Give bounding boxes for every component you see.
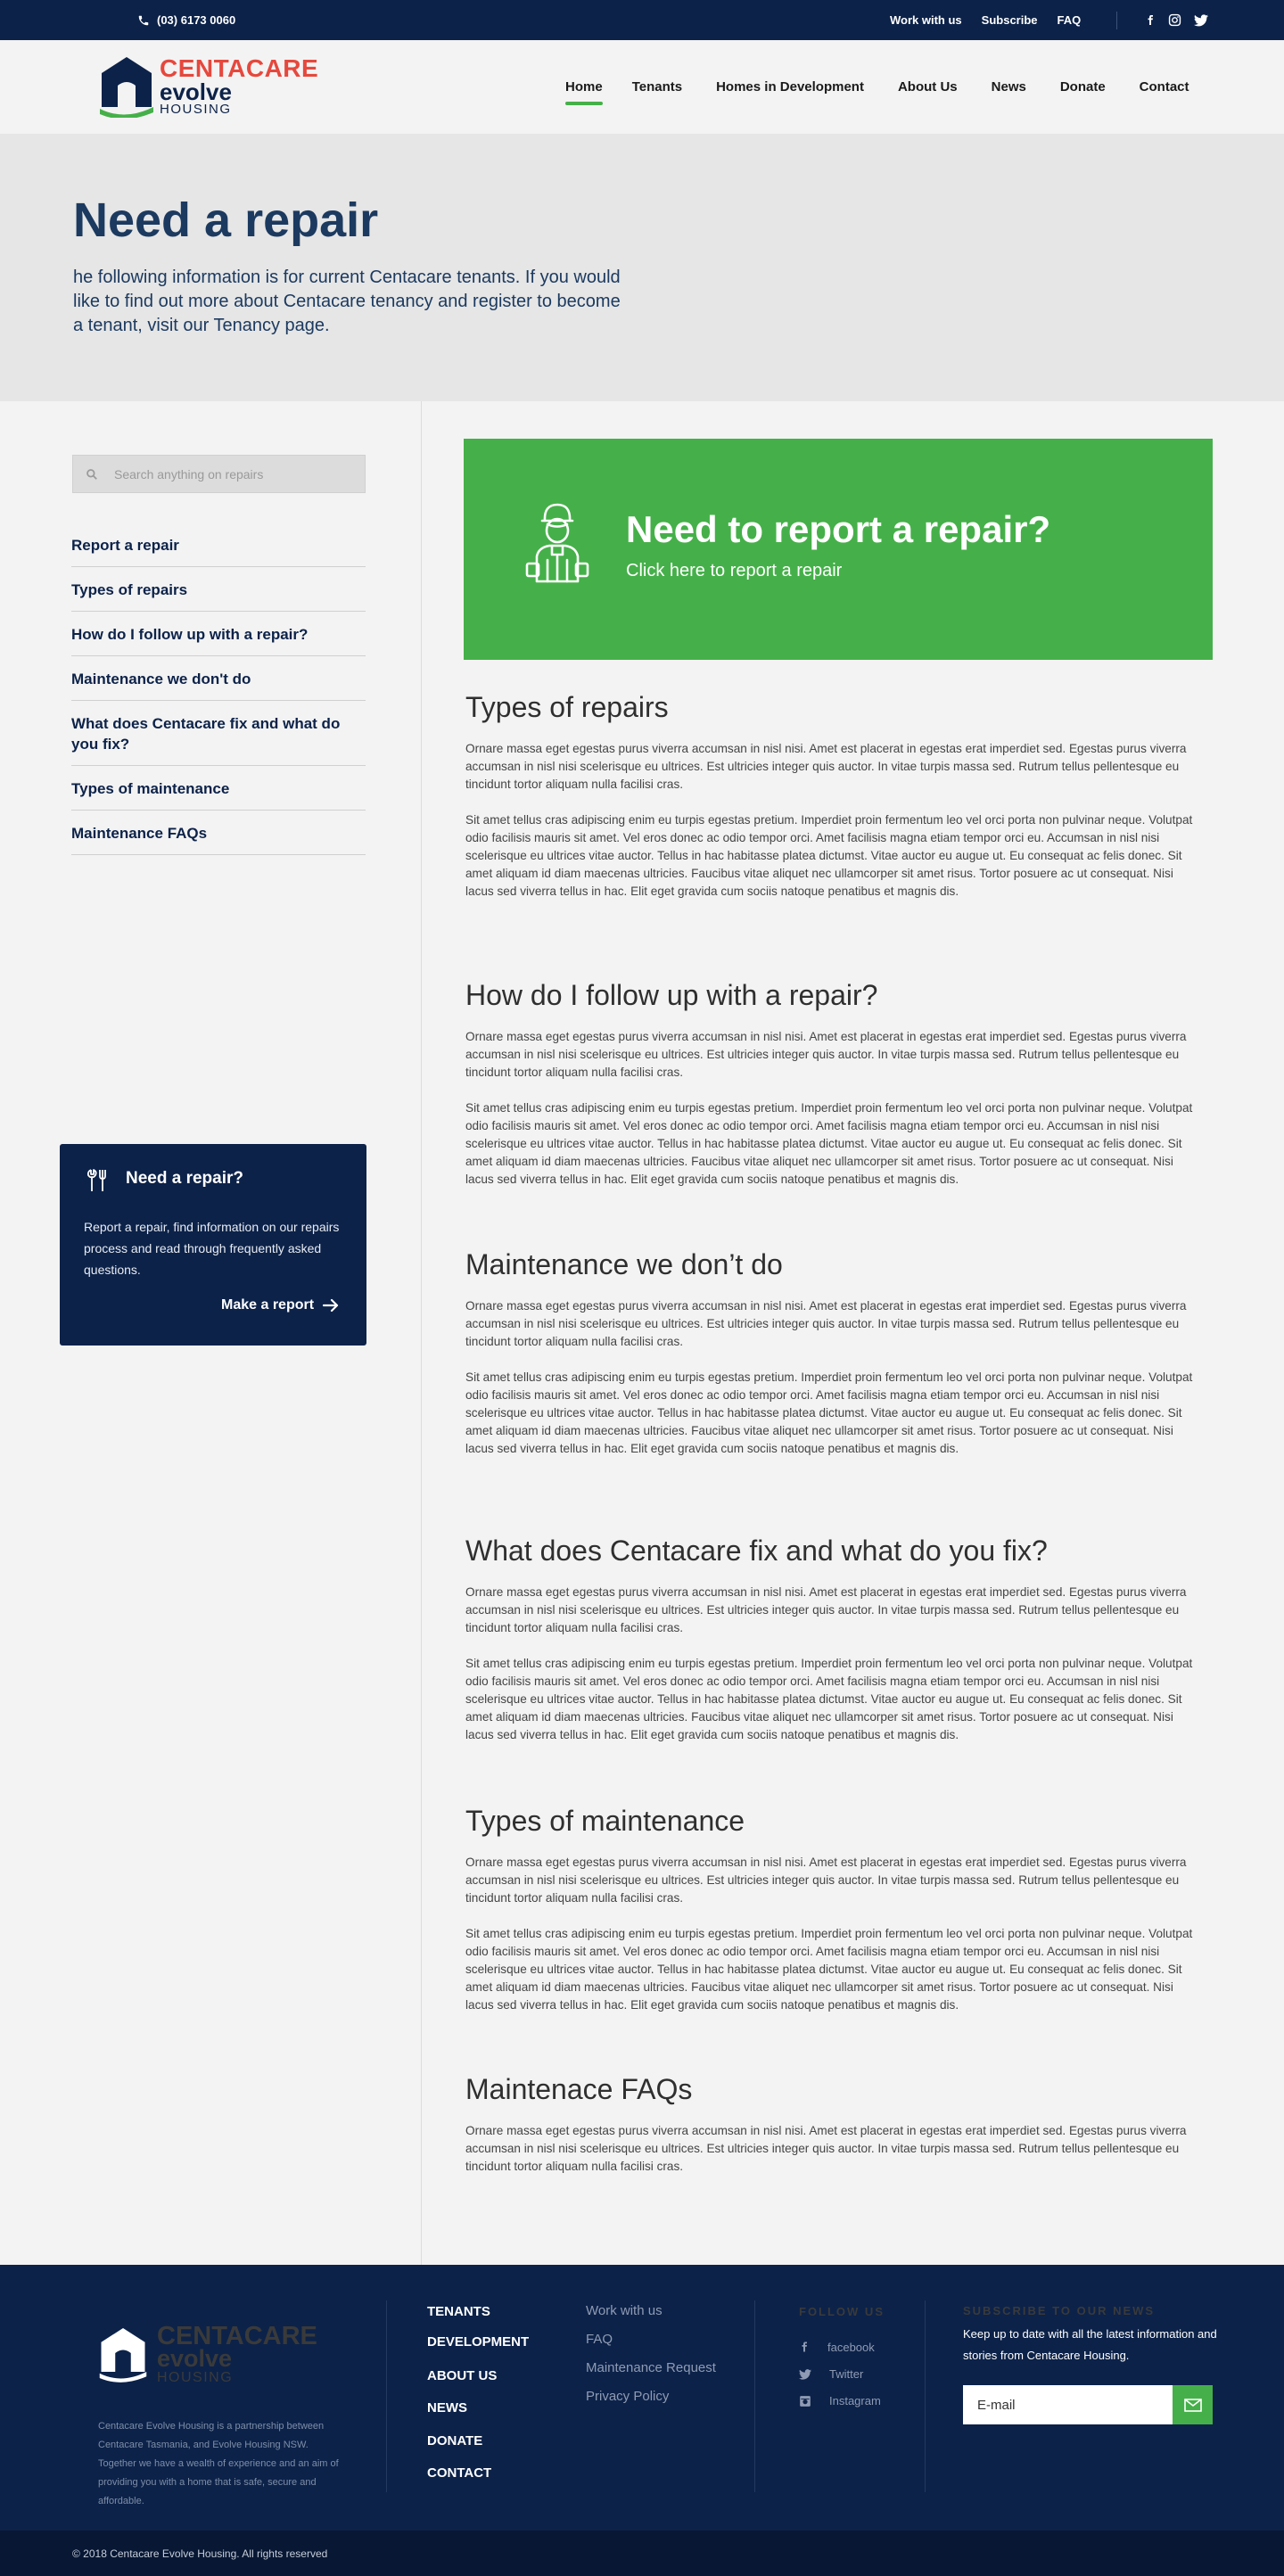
footer-secondary-nav [586, 2303, 716, 2404]
instagram-icon[interactable] [1168, 13, 1181, 27]
nav-homes-in-development[interactable]: Homes in Development [716, 79, 864, 95]
sidebar-item-maintenance-faqs[interactable]: Maintenance FAQs [71, 811, 366, 855]
subscribe-text: Keep up to date with all the latest information and stories from Centacare Housing. [963, 2327, 1217, 2362]
section-paragraph: Sit amet tellus cras adipiscing enim eu turpis egestas pretium. Imperdiet proin fermentum leo vel orci porta non pulvinar neque. Volutpat odio facilisis mauris sit amet. Vel eros donec ac odio tempor orci. Amet facilisis magna etiam tempor orci eu. Accumsan in nisl nisi scelerisque eu ultrices vitae auctor. Tellus in hac habitasse platea dictumst. Vitae auctor eu augue ut. Eu consequat ac felis donec. Sit amet aliquam id diam maecenas ultricies. Faucibus vitae aliquet nec ullamcorper sit amet risus. Tortor posuere ac ut consequat. Nisi lacus sed viverra tellus in hac. Elit eget gravida cum sociis natoque penatibus et magnis dis. [465, 1927, 1193, 2012]
arrow-right-icon [323, 1298, 339, 1313]
sidebar-item-what-centacare-fix[interactable]: What does Centacare fix and what do you fix? [71, 701, 366, 766]
footer-logo-evolve: evolve [157, 2345, 233, 2372]
main-nav [565, 40, 1189, 134]
sidebar-item-types-of-maintenance[interactable]: Types of maintenance [71, 766, 366, 811]
subscribe-block [963, 2324, 1222, 2366]
nav-donate[interactable]: Donate [1059, 79, 1106, 95]
section-follow-up [465, 979, 1197, 1189]
topbar-link-faq[interactable]: FAQ [1057, 13, 1082, 27]
report-repair-banner[interactable] [464, 439, 1213, 660]
search-icon [86, 468, 98, 481]
section-paragraph: Sit amet tellus cras adipiscing enim eu turpis egestas pretium. Imperdiet proin fermentum leo vel orci porta non pulvinar neque. Volutpat odio facilisis mauris sit amet. Vel eros donec ac odio tempor orci. Amet facilisis magna etiam tempor orci eu. Accumsan in nisl nisi scelerisque eu ultrices vitae auctor. Tellus in hac habitasse platea dictumst. Vitae auctor eu augue ut. Eu consequat ac felis donec. Sit amet aliquam id diam maecenas ultricies. Faucibus vitae aliquet nec ullamcorper sit amet risus. Tortor posuere ac ut consequat. Nisi lacus sed viverra tellus in hac. Elit eget gravida cum sociis natoque penatibus et magnis dis. [465, 1657, 1193, 1741]
section-paragraph: Ornare massa eget egestas purus viverra accumsan in nisl nisi. Amet est placerat in egestas erat imperdiet sed. Egestas purus viverra accumsan in nisl nisi scelerisque eu ultrices. Est ultricies integer quis auctor. In vitae turpis massa sed. Rutrum tellus pellentesque eu tincidunt tortor aliquam nulla facilisi cras. [465, 1030, 1187, 1079]
top-bar [0, 0, 1284, 40]
nav-contact[interactable]: Contact [1139, 79, 1189, 95]
section-paragraph: Ornare massa eget egestas purus viverra accumsan in nisl nisi. Amet est placerat in egestas erat imperdiet sed. Egestas purus viverra accumsan in nisl nisi scelerisque eu ultrices. Est ultricies integer quis auctor. In vitae turpis massa sed. Rutrum tellus pellentesque eu tincidunt tortor aliquam nulla facilisi cras. [465, 1299, 1187, 1348]
mail-icon [1184, 2399, 1202, 2412]
footer-link-privacy-policy[interactable]: Privacy Policy [586, 2389, 670, 2404]
nav-home[interactable]: Home [565, 79, 603, 95]
copyright-bar [0, 2531, 1284, 2576]
footer-link-news[interactable]: NEWS [427, 2400, 467, 2416]
footer-link-about-us[interactable]: ABOUT US [427, 2368, 498, 2383]
section-types-of-repairs [465, 691, 1197, 901]
logo[interactable] [98, 53, 319, 118]
help-card-body: Report a repair, find information on our repairs process and read through frequently asked questions. [84, 1220, 340, 1277]
footer-social-instagram-label: Instagram [829, 2394, 881, 2407]
footer-link-donate[interactable]: DONATE [427, 2433, 483, 2448]
phone-icon [137, 14, 150, 27]
sidebar-divider [421, 401, 422, 2265]
section-heading: How do I follow up with a repair? [465, 979, 878, 1011]
tools-icon [86, 1168, 109, 1193]
section-heading: Types of maintenance [465, 1805, 745, 1837]
footer-social-instagram[interactable] [799, 2394, 881, 2407]
topbar-link-subscribe[interactable]: Subscribe [981, 13, 1038, 27]
subscribe-heading: SUBSCRIBE TO OUR NEWS [963, 2304, 1156, 2317]
topbar-link-work[interactable]: Work with us [890, 13, 962, 27]
footer-divider [925, 2300, 926, 2492]
search-input[interactable] [114, 467, 337, 481]
section-heading: Maintenance we don’t do [465, 1248, 783, 1280]
footer-link-maintenance-request[interactable]: Maintenance Request [586, 2360, 716, 2375]
footer-social-twitter-label: Twitter [829, 2367, 864, 2381]
copyright-text: © 2018 Centacare Evolve Housing. All rights reserved [72, 2547, 328, 2560]
section-maintenance-we-dont-do [465, 1248, 1197, 1458]
banner-title: Need to report a repair? [626, 508, 1051, 550]
footer-social-list [799, 2340, 881, 2407]
footer-link-work-with-us[interactable]: Work with us [586, 2303, 663, 2318]
sidebar-search[interactable] [72, 455, 366, 493]
section-what-centacare-fix [465, 1535, 1197, 1744]
section-types-of-maintenance [465, 1805, 1197, 2014]
footer-link-faq[interactable]: FAQ [586, 2332, 613, 2347]
sidebar-item-report-repair[interactable]: Report a repair [71, 526, 366, 567]
banner-subtitle: Click here to report a repair [626, 561, 843, 580]
nav-tenants[interactable]: Tenants [631, 79, 683, 95]
section-paragraph: Ornare massa eget egestas purus viverra accumsan in nisl nisi. Amet est placerat in egestas erat imperdiet sed. Egestas purus viverra accumsan in nisl nisi scelerisque eu ultrices. Est ultricies integer quis auctor. In vitae turpis massa sed. Rutrum tellus pellentesque eu tincidunt tortor aliquam nulla facilisi cras. [465, 742, 1187, 791]
subscribe-form [963, 2385, 1213, 2424]
topbar-divider [1116, 12, 1117, 29]
footer-link-tenants[interactable]: TENANTS [427, 2304, 490, 2319]
make-report-label: Make a report [221, 1297, 315, 1313]
house-logo-icon [98, 53, 155, 118]
footer-social-twitter[interactable] [799, 2367, 881, 2381]
section-paragraph: Sit amet tellus cras adipiscing enim eu turpis egestas pretium. Imperdiet proin fermentum leo vel orci porta non pulvinar neque. Volutpat odio facilisis mauris sit amet. Vel eros donec ac odio tempor orci. Amet facilisis magna etiam tempor orci eu. Accumsan in nisl nisi scelerisque eu ultrices vitae auctor. Tellus in hac habitasse platea dictumst. Vitae auctor eu augue ut. Eu consequat ac felis donec. Sit amet aliquam id diam maecenas ultricies. Faucibus vitae aliquet nec ullamcorper sit amet risus. Tortor posuere ac ut consequat. Nisi lacus sed viverra tellus in hac. Elit eget gravida cum sociis natoque penatibus et magnis dis. [465, 813, 1193, 898]
house-logo-icon [98, 2322, 148, 2384]
logo-text-housing: HOUSING [160, 102, 232, 117]
section-heading: Types of repairs [465, 691, 669, 723]
footer-link-contact[interactable]: CONTACT [427, 2465, 492, 2481]
facebook-icon [799, 2340, 810, 2354]
subscribe-button[interactable] [1173, 2385, 1213, 2424]
page-title: Need a repair [73, 193, 379, 247]
footer-divider [386, 2300, 387, 2492]
footer-social-facebook[interactable] [799, 2340, 881, 2354]
section-heading: Maintenace FAQs [465, 2073, 693, 2105]
footer-main-nav [427, 2304, 529, 2481]
help-card-title: Need a repair? [126, 1169, 243, 1188]
section-heading: What does Centacare fix and what do you fix? [465, 1535, 1048, 1567]
section-maintenance-faqs [465, 2073, 1197, 2176]
make-report-button[interactable] [221, 1297, 339, 1313]
follow-us-heading: FOLLOW US [799, 2305, 885, 2318]
footer-logo-housing: HOUSING [157, 2370, 234, 2385]
section-paragraph: Ornare massa eget egestas purus viverra accumsan in nisl nisi. Amet est placerat in egestas erat imperdiet sed. Egestas purus viverra accumsan in nisl nisi scelerisque eu ultrices. Est ultricies integer quis auctor. In vitae turpis massa sed. Rutrum tellus pellentesque eu tincidunt tortor aliquam nulla facilisi cras. [465, 1856, 1187, 1905]
twitter-icon[interactable] [1194, 14, 1208, 27]
phone-number: (03) 6173 0060 [157, 13, 236, 27]
phone-link[interactable] [137, 0, 235, 40]
section-paragraph: Ornare massa eget egestas purus viverra accumsan in nisl nisi. Amet est placerat in egestas erat imperdiet sed. Egestas purus viverra accumsan in nisl nisi scelerisque eu ultrices. Est ultricies integer quis auctor. In vitae turpis massa sed. Rutrum tellus pellentesque eu tincidunt tortor aliquam nulla facilisi cras. [465, 2124, 1187, 2173]
logo-text-evolve: evolve [160, 78, 232, 105]
nav-news[interactable]: News [991, 79, 1026, 95]
section-paragraph: Sit amet tellus cras adipiscing enim eu turpis egestas pretium. Imperdiet proin fermentum leo vel orci porta non pulvinar neque. Volutpat odio facilisis mauris sit amet. Vel eros donec ac odio tempor orci. Amet facilisis magna etiam tempor orci eu. Accumsan in nisl nisi scelerisque eu ultrices vitae auctor. Tellus in hac habitasse platea dictumst. Vitae auctor eu augue ut. Eu consequat ac felis donec. Sit amet aliquam id diam maecenas ultricies. Faucibus vitae aliquet nec ullamcorper sit amet risus. Tortor posuere ac ut consequat. Nisi lacus sed viverra tellus in hac. Elit eget gravida cum sociis natoque penatibus et magnis dis. [465, 1101, 1193, 1186]
hero-subtitle: he following information is for current Centacare tenants. If you would like to find out more about Centacare tenancy and register to become a tenant, visit our Tenancy page. [73, 267, 621, 335]
facebook-icon[interactable] [1145, 13, 1156, 27]
nav-about-us[interactable]: About Us [897, 79, 958, 95]
footer-logo-centacare: CENTACARE [157, 2322, 317, 2350]
email-field[interactable] [963, 2385, 1173, 2424]
section-paragraph: Ornare massa eget egestas purus viverra accumsan in nisl nisi. Amet est placerat in egestas erat imperdiet sed. Egestas purus viverra accumsan in nisl nisi scelerisque eu ultrices. Est ultricies integer quis auctor. In vitae turpis massa sed. Rutrum tellus pellentesque eu tincidunt tortor aliquam nulla facilisi cras. [465, 1585, 1187, 1634]
footer-link-development[interactable]: DEVELOPMENT [427, 2334, 530, 2350]
instagram-icon [799, 2395, 811, 2407]
footer-logo[interactable] [98, 2322, 317, 2386]
sidebar-item-maintenance-we-dont-do[interactable]: Maintenance we don't do [71, 656, 366, 701]
sidebar-item-types-of-repairs[interactable]: Types of repairs [71, 567, 366, 612]
repair-help-card [60, 1144, 366, 1346]
logo-text-centacare: CENTACARE [160, 54, 319, 82]
footer-divider [754, 2300, 755, 2492]
footer-about-text: Centacare Evolve Housing is a partnership between Centacare Tasmania, and Evolve Housing NSW. Together we have a wealth of experience and an aim of providing you with a home that is safe, secure and affordable. [98, 2421, 339, 2506]
footer-social-facebook-label: facebook [827, 2340, 875, 2354]
sidebar-nav [71, 526, 366, 855]
sidebar-item-follow-up[interactable]: How do I follow up with a repair? [71, 612, 366, 656]
twitter-icon [799, 2369, 811, 2380]
worker-icon [523, 501, 592, 587]
section-paragraph: Sit amet tellus cras adipiscing enim eu turpis egestas pretium. Imperdiet proin fermentum leo vel orci porta non pulvinar neque. Volutpat odio facilisis mauris sit amet. Vel eros donec ac odio tempor orci. Amet facilisis magna etiam tempor orci eu. Accumsan in nisl nisi scelerisque eu ultrices vitae auctor. Tellus in hac habitasse platea dictumst. Vitae auctor eu augue ut. Eu consequat ac felis donec. Sit amet aliquam id diam maecenas ultricies. Faucibus vitae aliquet nec ullamcorper sit amet risus. Tortor posuere ac ut consequat. Nisi lacus sed viverra tellus in hac. Elit eget gravida cum sociis natoque penatibus et magnis dis. [465, 1370, 1193, 1455]
